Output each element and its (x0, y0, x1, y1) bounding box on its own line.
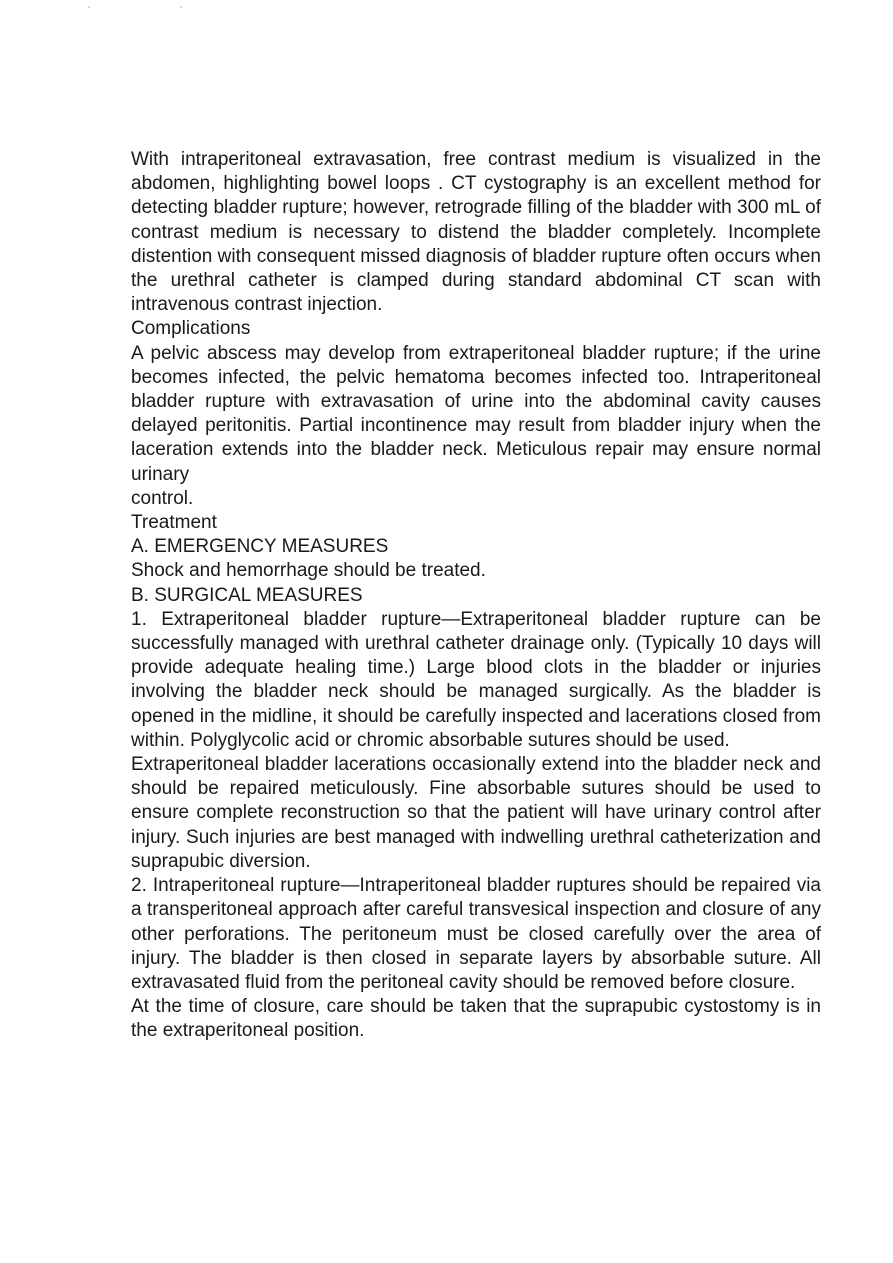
heading-complications: Complications (131, 318, 251, 340)
paragraph-intraperitoneal-rupture: 2. Intraperitoneal rupture—Intraperitoneal bladder ruptures should be repaired via a transperitoneal approach after careful transvesical inspection and closure of any other perforations. The peritoneum must be closed carefully over the area of injury. The bladder is then closed in separate layers by absorbable suture. All extravasated fluid from the peritoneal cavity should be removed before closure. (131, 875, 821, 993)
heading-surgical-measures: B. SURGICAL MEASURES (131, 584, 363, 606)
paragraph-ct-cystography: With intraperitoneal extravasation, free contrast medium is visualized in the abdomen, highlighting bowel loops . CT cystography is an excellent method for detecting bladder rupture; however, retrograde filling of the bladder with 300 mL of contrast medium is necessary to distend the bladder completely. Incomplete distention with consequent missed diagnosis of bladder rupture often occurs when the urethral catheter is clamped during standard abdominal CT scan with intravenous contrast injection. (131, 149, 821, 316)
paragraph-extraperitoneal-rupture: 1. Extraperitoneal bladder rupture—Extraperitoneal bladder rupture can be successfully managed with urethral catheter drainage only. (Typically 10 days will provide adequate healing time.) Large blood clots in the bladder or injuries involving the bladder neck should be managed surgically. As the bladder is opened in the midline, it should be carefully inspected and lacerations closed from within. Polyglycolic acid or chromic absorbable sutures should be used. (131, 608, 821, 751)
paragraph-suprapubic-cystostomy: At the time of closure, care should be taken that the suprapubic cystostomy is in the extraperitoneal position. (131, 996, 821, 1042)
paragraph-complications: A pelvic abscess may develop from extraperitoneal bladder rupture; if the urine becomes infected, the pelvic hematoma becomes infected too. Intraperitoneal bladder rupture with extravasation of urine into the abdominal cavity causes delayed peritonitis. Partial incontinence may result from bladder injury when the laceration extends into the bladder neck. Meticulous repair may ensure normal urinary (131, 342, 821, 485)
heading-treatment: Treatment (131, 512, 217, 534)
paragraph-bladder-neck-lacerations: Extraperitoneal bladder lacerations occasionally extend into the bladder neck and should be repaired meticulously. Fine absorbable sutures should be used to ensure complete reconstruction so that the patient will have urinary control after injury. Such injuries are best managed with indwelling urethral catheterization and suprapubic diversion. (131, 754, 821, 872)
scan-dot (180, 6, 182, 8)
paragraph-shock-hemorrhage: Shock and hemorrhage should be treated. (131, 560, 486, 582)
document-body (131, 148, 821, 1044)
heading-emergency-measures: A. EMERGENCY MEASURES (131, 536, 389, 558)
paragraph-control: control. (131, 487, 194, 509)
scan-dot (88, 6, 90, 8)
